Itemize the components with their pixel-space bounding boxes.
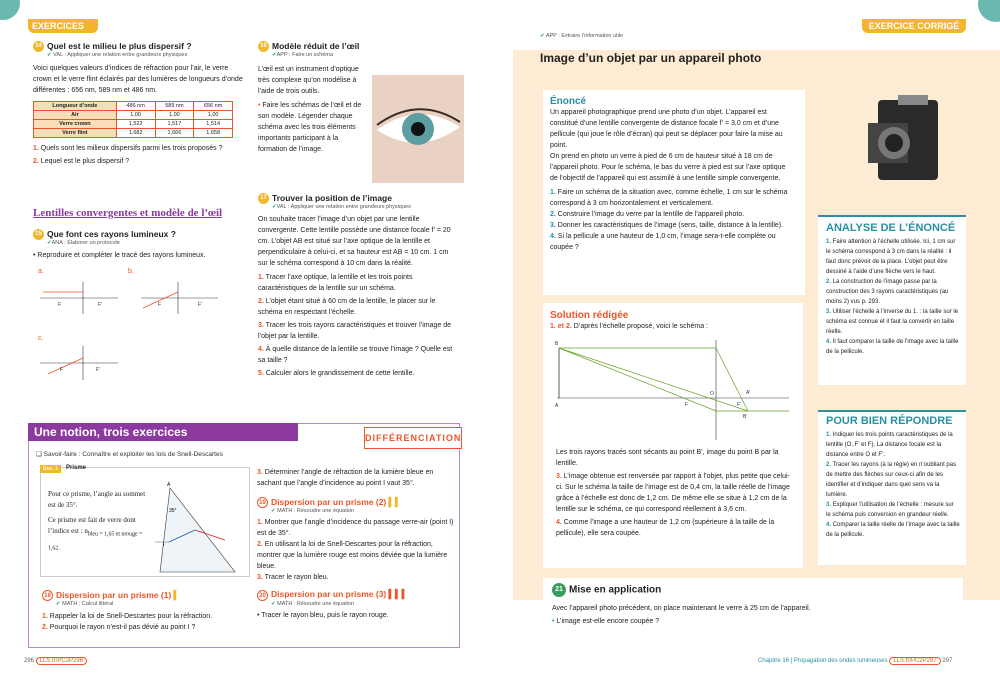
solution-answers: Les trois rayons tracés sont sécants au point B’, image du point B par la lentille. 3. L’image obtenue est renversée par rapport à l’objet, plus petite que celui-ci. Sur le schéma la taille de l’image est de 0,4 cm, la taille réelle de l’image grâce à l’échelle est donc de 1,2 cm. De même elle se situe à 1,2 cm de la lentille sur le schéma, ce qui correspond réellement à 3,6 cm. 4. Comme l’image a une hauteur de 1,2 cm (supérieure à la taille de la pellicule), elle sera coupée. — [556, 449, 790, 537]
focal-label: F — [58, 302, 62, 308]
enonce-content: Énoncé Un appareil photographique prend une photo d’un objet. L’appareil est constitué d’une lentille convergente de distance focale f’ = 3,0 cm et d’une pellicule (qui joue le rôle d’écran) qui peut se déplacer pour faire la mise au point. On prend en photo un verre à pied de 6 cm de hauteur situé à 18 cm de l’appareil photo. Pour le schéma, le bas du verre à pied est sur l’axe optique de l’objectif de l’appareil qui est assimilé à une lentille simple convergente. 1. Faire un schéma de la situation avec, comme échelle, 1 cm sur le schéma correspond à 3 cm horizontalement et verticalement. 2. Construire l’image du verre par la lentille de l’appareil photo. 3. Donner les caractéristiques de l’image (sens, taille, distance à la lentille). 4. Si la pellicule a une hauteur de 1,0 cm, l’image sera-t-elle complète ou coupée ? — [550, 96, 788, 251]
focal-label: F’ — [96, 367, 101, 373]
prism-diagram — [155, 480, 245, 575]
question: Tracer l’axe optique, la lentille et les trois points caractéristiques de la lentille sur un schéma. — [258, 274, 413, 293]
exercise-text: On souhaite tracer l’image d’un objet par une lentille convergente. Cette lentille possède une distance focale f’ = 20 cm. L’objet AB est situé sur l’axe optique de la lentille et perpendiculaire à celui-ci, et sa hauteur est AB = 10 cm. 1 cm sur le schéma correspond à 10 cm dans la réalité. — [258, 216, 451, 268]
skill-label: APP : Faire un schéma — [276, 52, 334, 59]
diagram-label: a. — [38, 268, 44, 275]
exercise-number: 16 — [258, 41, 269, 52]
exercise-title: Quel est le milieu le plus dispersif ? — [47, 41, 192, 51]
footer-left: 296 LLS.fr/PC2P296 — [24, 658, 87, 664]
skill-label: VAL : Appliquer une relation entre grandeurs physiques — [276, 204, 411, 211]
skill-label: APP : Extraire l’information utile — [545, 33, 624, 39]
eye-photo — [372, 75, 464, 183]
focal-label: F — [60, 367, 64, 373]
exercise-title: Que font ces rayons lumineux ? — [47, 229, 176, 239]
point-label: O — [710, 391, 714, 397]
point-label: F’ — [737, 402, 742, 408]
question: Calculer alors le grandissement de cette lentille. — [265, 370, 415, 378]
point-label: A — [167, 482, 171, 488]
exercise-17: 17 Trouver la position de l’image ✔VAL : Appliquer une relation entre grandeurs physiques On souhaite tracer l’image d’un objet par une lentille convergente. Cette lentille possède une distance focale f’ = 20 cm. L’objet AB est situé sur l’axe optique de la lentille et perpendiculaire à celui-ci, et sa hauteur est AB = 10 cm. 1 cm sur le schéma correspond à 10 cm dans la réalité. 1. Tracer l’axe optique, la lentille et les trois points caractéristiques de la lentille sur un schéma. 2. L’objet étant situé à 60 cm de la lentille, le placer sur le schéma en respectant l’échelle. 3. Tracer les trois rayons caractéristiques et trouver l’image de l’objet par la lentille. 4. À quelle distance de la lentille se trouve l’image ? Quelle est sa taille ? 5. Calculer alors le grandissement de cette lentille. — [258, 193, 458, 379]
page-link[interactable]: LLS.fr/PC2P296 — [36, 657, 87, 665]
page-title: Image d’un objet par un appareil photo — [540, 51, 762, 65]
section-heading: Lentilles convergentes et modèle de l’œil — [33, 207, 223, 219]
exercise-number: 15 — [33, 229, 44, 240]
exercise-text: L’œil est un instrument d’optique très complexe qu’on modélise à l’aide de trois outils. — [258, 66, 359, 96]
exercise-number: 14 — [33, 41, 44, 52]
point-label: A — [555, 403, 559, 409]
doc-text: Pour ce prisme, l’angle au sommet est de 35°. Ce prisme est fait de verre dont l’indice est : $n_{bleu = 1,65 et nrouge = 1,62.}$ — [48, 490, 146, 552]
index-table: Longueur d’onde 486 nm 589 nm 656 nm Air 1,00 1,00 1,00 Verre crown 1,522 1,517 1,514 Verre flint 1,682 1,666 1,658 — [33, 101, 233, 138]
ray-diagrams — [38, 278, 238, 388]
exercise-15: 15 Que font ces rayons lumineux ? ✔ANA : Élaborer un protocole • Reproduire et compléter le tracé des rayons lumineux. — [33, 229, 206, 260]
footer-right: Chapitre 16 | Propagation des ondes lumineuses LLS.fr/PC2P297 297 — [758, 658, 953, 664]
doc-title: Prisme — [66, 465, 87, 471]
skill-label: ANA : Élaborer un protocole — [51, 240, 120, 247]
exercise-title: Trouver la position de l’image — [272, 193, 392, 203]
angle-label: 35° — [169, 508, 177, 514]
focal-label: F’ — [98, 302, 103, 308]
analyse-content: ANALYSE DE L’ÉNONCÉ 1. Faire attention à l’échelle utilisée. Ici, 1 cm sur le schéma correspond à 3 cm dans la réalité : il faut donc prévoir de la place. L’objet peut être dessiné à l’aide d’une flèche vers le haut. 2. La construction de l’image passe par la construction des 3 rayons caractéristiques (au moins 2) vus p. 293. 3. Utiliser l’échelle à l’inverse du 1. : la taille sur le schéma est connue et il faut la convertir en taille réelle. 4. Il faut comparer la taille de l’image avec la taille de la pellicule. — [826, 222, 959, 355]
question: Tracer les trois rayons caractéristiques et trouver l’image de l’objet par la lentille. — [258, 322, 451, 341]
differenciation-badge: DIFFÉRENCIATION — [364, 427, 462, 449]
question: Quels sont les milieux dispersifs parmi les trois proposés ? — [40, 145, 223, 153]
question: L’objet étant situé à 60 cm de la lentille, le placer sur le schéma en respectant l’échelle. — [258, 298, 436, 317]
exercise-21: 21 Mise en application Avec l’appareil photo précédent, on place maintenant le verre à 25 cm de l’appareil. • L’image est-elle encore coupée ? — [552, 584, 811, 625]
point-label: I — [163, 542, 165, 548]
exercise-text: Voici quelques valeurs d’indices de réfraction pour l’air, le verre crown et le verre flint éclairés par des lumières de longueurs d’onde différentes : 656 nm, 589 nm et 486 nm. — [33, 65, 243, 95]
point-label: B’ — [743, 414, 748, 420]
exercise-18: 18 Dispersion par un prisme (1) ▍ ✔ MATH : Calcul littéral 1. Rappeler la loi de Snell-Descartes pour la réfraction. 2. Pourquoi le rayon n’est-il pas dévié au point I ? — [42, 590, 213, 632]
point-label: B — [555, 341, 559, 347]
exercise-number: 17 — [258, 193, 269, 204]
notion-title: Une notion, trois exercices — [28, 423, 298, 441]
exercise-title: Modèle réduit de l’œil — [272, 41, 360, 51]
solution-content: Solution rédigée 1. et 2. D’après l’échelle proposé, voici le schéma : — [550, 310, 708, 330]
question: À quelle distance de la lentille se trouve l’image ? Quelle est sa taille ? — [258, 346, 453, 365]
page-link[interactable]: LLS.fr/PC2P297 — [889, 657, 940, 665]
focal-label: F’ — [198, 302, 203, 308]
camera-photo — [858, 85, 963, 190]
savoir-faire: ❑ Savoir-faire : Connaître et exploiter les lois de Snell-Descartes — [36, 451, 223, 458]
skill-label: VAL : Appliquer une relation entre grandeurs physiques — [53, 52, 188, 59]
exercise-bullet: Faire les schémas de l’œil et de son modèle. Légender chaque schéma avec les trois éléments importants participant à la formation de l’image. — [258, 102, 362, 154]
question: Lequel est le plus dispersif ? — [40, 158, 130, 166]
solution-ray-diagram — [553, 338, 793, 443]
exercise-19-20: 3. Déterminer l’angle de réfraction de la lumière bleue en sachant que l’angle d’incidence au point I vaut 35°. 19 Dispersion par un prisme (2) ▍▍ ✔ MATH : Résoudre une équation 1. Montrer que l’angle d’incidence du passage verre-air (point I) est de 35°. 2. En utilisant la loi de Snell-Descartes pour la réfraction, montrer que la lumière rouge est moins déviée que la lumière bleue. 3. Tracer le rayon bleu. 20 Dispersion par un prisme (3) ▍▍▍ ✔ MATH : Résoudre une équation • Tracer le rayon bleu, puis le rayon rouge. — [257, 469, 454, 619]
focal-label: F — [158, 302, 162, 308]
corner-decoration — [978, 0, 1000, 22]
point-label: A’ — [746, 390, 751, 396]
exercise-16: 16 Modèle réduit de l’œil ✔APP : Faire un schéma L’œil est un instrument d’optique très complexe qu’on modélise à l’aide de trois outils. • Faire les schémas de l’œil et de son modèle. Légender chaque schéma avec les trois éléments importants participant à la formation de l’image. — [258, 41, 458, 155]
section-tag: EXERCICE CORRIGÉ — [862, 19, 966, 33]
exercise-14: 14 Quel est le milieu le plus dispersif ? ✔ VAL : Appliquer une relation entre grandeurs physiques Voici quelques valeurs d’indices de réfraction pour l’air, le verre crown et le verre flint éclairés par des lumières de longueurs d’onde différentes : 656 nm, 589 nm et 486 nm. Longueur d’onde 486 nm 589 nm 656 nm Air 1,00 1,00 1,00 Verre crown 1,522 1,517 1,514 Verre flint 1,682 1,666 1,658 1. Quels sont les milieux dispersifs parmi les trois proposés ? 2. Lequel est le plus dispersif ? — [33, 41, 243, 166]
section-tag: EXERCICES — [28, 19, 98, 33]
corner-decoration — [0, 0, 20, 20]
pourbien-content: POUR BIEN RÉPONDRE 1. Indiquer les trois points caractéristiques de la lentille (O, F’ et F). La distance focale est la distance entre O et F’. 2. Tracer les rayons (à la règle) en n’oubliant pas de mettre des flèches sur ceux-ci afin de les identifier et d’indiquer dans quel sens va la lumière. 3. Expliquer l’utilisation de l’échelle : mesure sur le schéma puis conversion en grandeur réelle. 4. Comparer la taille réelle de l’image avec la taille de la pellicule. — [826, 415, 960, 538]
doc-label: Doc. 1 — [40, 465, 61, 473]
point-label: F — [685, 402, 689, 408]
diagram-label: c. — [38, 335, 44, 342]
exercise-text: Reproduire et compléter le tracé des rayons lumineux. — [37, 252, 206, 260]
diagram-label: b. — [128, 268, 134, 275]
